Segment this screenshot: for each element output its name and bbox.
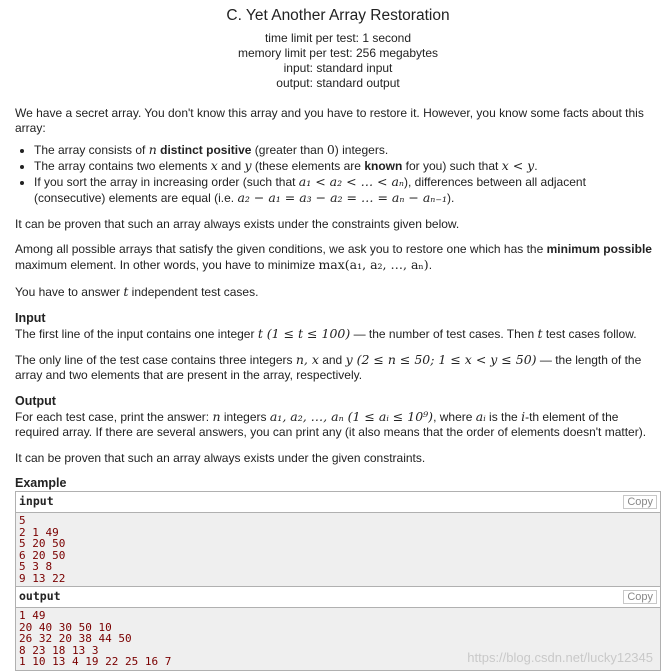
math-constraints: y (2 ≤ n ≤ 50; 1 ≤ x < y ≤ 50)	[345, 352, 537, 367]
math-n-x: n, x	[295, 352, 319, 367]
example-input-box	[15, 491, 661, 587]
copy-input-button[interactable]: Copy	[623, 495, 657, 509]
math-ai: aᵢ	[475, 409, 486, 424]
input-line: 9 13 22	[19, 571, 66, 585]
problem-title: C. Yet Another Array Restoration	[226, 7, 450, 24]
input-content	[16, 513, 660, 586]
output-section-title: Output	[15, 394, 56, 408]
text: (consecutive) elements are equal (i.e.	[34, 191, 238, 205]
math-differences: a₂ − a₁ = a₃ − a₂ = … = aₙ − aₙ₋₁	[237, 190, 447, 205]
text: — the length of the	[536, 353, 642, 367]
text: independent test cases.	[128, 285, 259, 299]
output-label: output	[19, 589, 61, 603]
facts-list	[15, 142, 661, 206]
text: required array. If there are several answers, you can print any (it also means that the order of elements doesn't matter).	[15, 425, 647, 439]
bold-text: minimum possible	[546, 242, 652, 256]
text: , where	[433, 410, 476, 424]
math-x: x	[210, 158, 218, 173]
text: — the number of test cases. Then	[350, 327, 538, 341]
text: .	[534, 159, 538, 173]
math-t: t	[537, 326, 543, 341]
memory-limit: memory limit per test: 256 megabytes	[237, 46, 439, 60]
text: maximum element. In other words, you have to minimize	[15, 258, 319, 272]
text: and	[217, 159, 245, 173]
text: Among all possible arrays that satisfy the given conditions, we ask you to restore one which has the	[15, 242, 547, 256]
text: (greater than	[251, 143, 327, 157]
input-line: 2 1 49	[19, 525, 59, 539]
fact-2	[34, 158, 661, 174]
input-type: input: standard input	[283, 61, 393, 75]
output-box-header	[16, 587, 660, 608]
text: ) integers.	[334, 143, 389, 157]
math-elements: a₁, a₂, …, aₙ (1 ≤ aᵢ ≤ 10⁹)	[269, 409, 434, 424]
input-line: 5	[19, 514, 26, 527]
text: test cases follow.	[542, 327, 637, 341]
text: You have to answer	[15, 285, 124, 299]
input-line: 5 20 50	[19, 537, 66, 550]
answer-paragraph	[15, 284, 661, 300]
math-relation: x < y	[501, 158, 535, 173]
text: The array consists of	[34, 143, 149, 157]
input-paragraph-1	[15, 326, 661, 342]
math-max: max(a₁, a₂, …, aₙ)	[318, 257, 429, 272]
problem-page	[15, 0, 661, 671]
fact-1	[34, 142, 661, 158]
bold-text: distinct positive	[156, 143, 252, 157]
text: is the	[485, 410, 522, 424]
math-t: t	[123, 284, 129, 299]
time-limit: time limit per test: 1 second	[264, 31, 412, 45]
math-n: n	[212, 409, 221, 424]
text: integers	[220, 410, 270, 424]
math-y: y	[244, 158, 252, 173]
input-box-header	[16, 492, 660, 513]
input-section-title: Input	[15, 311, 46, 325]
output-type: output: standard output	[276, 76, 400, 90]
proven-note-1: It can be proven that such an array always exists under the constraints given below.	[15, 217, 460, 231]
problem-header	[15, 7, 661, 91]
proven-note-2: It can be proven that such an array always exists under the given constraints.	[15, 451, 426, 465]
fact-3	[34, 174, 661, 206]
text: and	[318, 353, 346, 367]
math-n: n	[148, 142, 157, 157]
input-line: 6 20 50	[19, 548, 66, 562]
text: for you) such that	[402, 159, 502, 173]
text: -th element of the	[525, 410, 619, 424]
text: array and two elements that are present in the array, respectively.	[15, 368, 363, 382]
statement-intro: We have a secret array. You don't know this array and you have to restore it. However, you know some facts about this array:	[15, 106, 644, 135]
example-title: Example	[15, 476, 67, 490]
text: If you sort the array in increasing order (such that	[34, 175, 299, 189]
input-label: input	[19, 494, 54, 508]
bold-text: known	[364, 159, 403, 173]
math-zero: 0	[326, 142, 335, 157]
watermark: https://blog.csdn.net/lucky12345	[467, 650, 653, 665]
output-line: 20 40 30 50 10	[19, 620, 112, 634]
text: For each test case, print the answer:	[15, 410, 213, 424]
text: (these elements are	[251, 159, 365, 173]
minimize-paragraph	[15, 242, 661, 273]
text: .	[428, 258, 433, 272]
math-t-range: t (1 ≤ t ≤ 100)	[257, 326, 351, 341]
math-sorted: a₁ < a₂ < … < aₙ	[298, 174, 405, 189]
text: ), differences between all adjacent	[404, 175, 586, 189]
output-line: 1 10 13 4 19 22 25 16 7	[19, 655, 172, 668]
text: ).	[446, 191, 455, 205]
math-i: i	[521, 409, 526, 424]
output-line: 8 23 18 13 3	[19, 643, 99, 657]
input-line: 5 3 8	[19, 560, 53, 573]
output-paragraph	[15, 409, 661, 440]
text: The first line of the input contains one integer	[15, 327, 258, 341]
output-line: 26 32 20 38 44 50	[19, 632, 132, 645]
copy-output-button[interactable]: Copy	[623, 590, 657, 604]
output-line: 1 49	[19, 609, 46, 622]
input-paragraph-2	[15, 352, 661, 383]
text: The array contains two elements	[34, 159, 211, 173]
text: The only line of the test case contains three integers	[15, 353, 296, 367]
